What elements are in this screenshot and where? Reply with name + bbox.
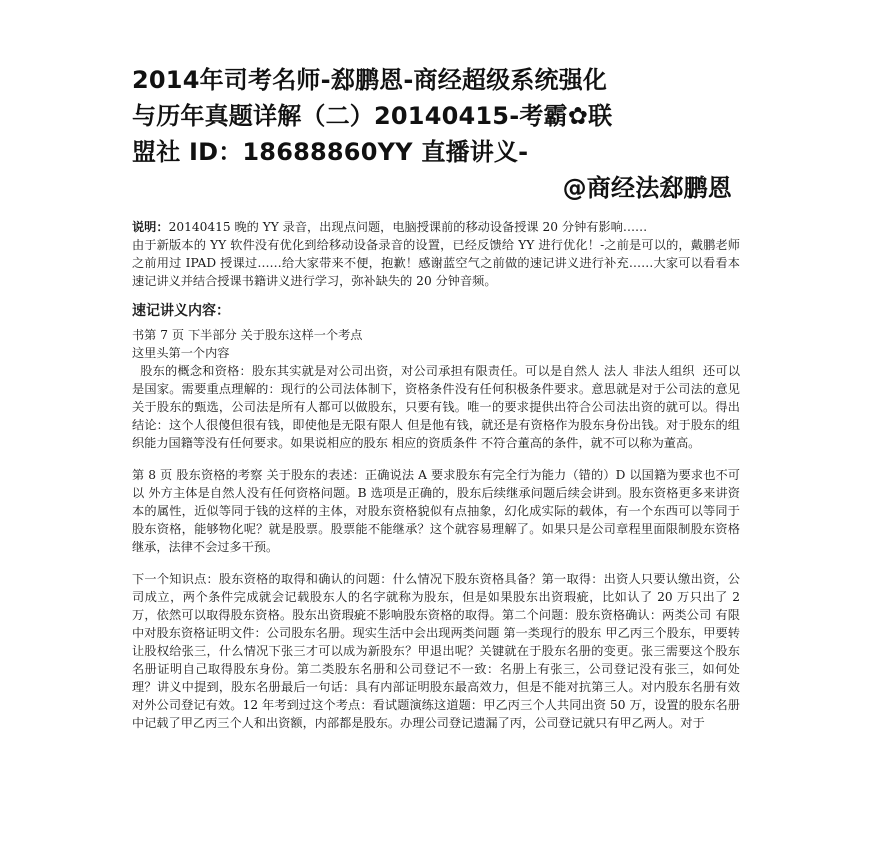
paragraph-book-page: 书第 7 页 下半部分 关于股东这样一个考点 — [132, 328, 363, 342]
title-line-1: 2014年司考名师-郄鹏恩-商经超级系统强化 — [132, 66, 608, 94]
intro-first-text: 20140415 晚的 YY 录音，出现点问题，电脑授课前的移动设备授课 20 分钟有影响…… — [168, 220, 648, 234]
title-line-3: 盟社 ID：18688860YY 直播讲义- — [132, 138, 529, 166]
title-line-2: 与历年真题详解（二）20140415-考霸✿联 — [132, 102, 613, 130]
intro-paragraph — [132, 218, 740, 290]
paragraph-first-content: 这里头第一个内容 — [132, 346, 230, 360]
document-title — [132, 62, 740, 206]
section-heading: 速记讲义内容： — [132, 303, 230, 319]
paragraph-next-topic: 下一个知识点：股东资格的取得和确认的问题：什么情况下股东资格具备？第一取得：出资人只要认缴出资，公司成立，两个条件完成就会记载股东人的名字就称为股东，但是如果股东出资瑕疵，比如认了 20 万只出了 2 万，依然可以取得股东资格。股东出资瑕疵不影响股东资格的取得。第二个问题：股东资格确认：两类公司 有限中对股东资格证明文件：公司股东名册。现实生活中会出现两类问题 第一类现行的股东 甲乙丙三个股东，甲要转让股权给张三，什么情况下张三才可以成为新股东？甲退出呢？关键就在于股东名册的变更。张三需要这个股东名册证明自己取得股东身份。第二类股东名册和公司登记不一致：名册上有张三，公司登记没有张三，如何处理？讲义中提到，股东名册最后一句话：具有内部证明股东最高效力，但是不能对抗第三人。对内股东名册有效 对外公司登记有效。12 年考到过这个考点：看试题演练这道题：甲乙丙三个人共同出资 50 万，设置的股东名册中记载了甲乙丙三个人和出资额，内部都是股东。办理公司登记遗漏了丙，公司登记就只有甲乙两人。对于 — [132, 572, 740, 730]
title-author-line: @商经法郄鹏恩 — [562, 174, 732, 202]
intro-label: 说明： — [132, 220, 169, 234]
paragraph-shareholder-concept: 股东的概念和资格：股东其实就是对公司出资，对公司承担有限责任。可以是自然人 法人 非法人组织 还可以是国家。需要重点理解的：现行的公司法体制下，资格条件没有任何积极条件要求。意思就是对于公司法的意见关于股东的甄选，公司法是所有人都可以做股东，只要有钱。唯一的要求提供出符合公司法出资的就可以。得出结论：这个人很傻但很有钱，即使他是无限有限人 但是他有钱，就还是有资格作为股东身份出钱。对于股东的组织能力国籍等没有任何要求。如果说相应的股东 相应的资质条件 不符合董高的条件，就不可以称为董高。 — [132, 364, 741, 450]
intro-rest-text: 由于新版本的 YY 软件没有优化到给移动设备录音的设置，已经反馈给 YY 进行优化！-之前是可以的，戴鹏老师之前用过 IPAD 授课过……给大家带来不便，抱歉！感谢蓝空气之前做的速记讲义进行补充……大家可以看看本速记讲义并结合授课书籍讲义进行学习，弥补缺失的 20 分钟音频。 — [132, 238, 740, 288]
paragraph-page-8: 第 8 页 股东资格的考察 关于股东的表述：正确说法 A 要求股东有完全行为能力（错的）D 以国籍为要求也不可以 外方主体是自然人没有任何资格问题。B 选项是正确的，股东后续继承问题后续会讲到。股东资格更多来讲资本的属性，近似等同于钱的这样的主体，对股东资格貌似有点抽象，幻化成实际的载体，有一个东西可以等同于股东资格，能够物化呢？就是股票。股票能不能继承？这个就容易理解了。如果只是公司章程里面限制股东资格继承，法律不会过多干预。 — [132, 468, 740, 554]
